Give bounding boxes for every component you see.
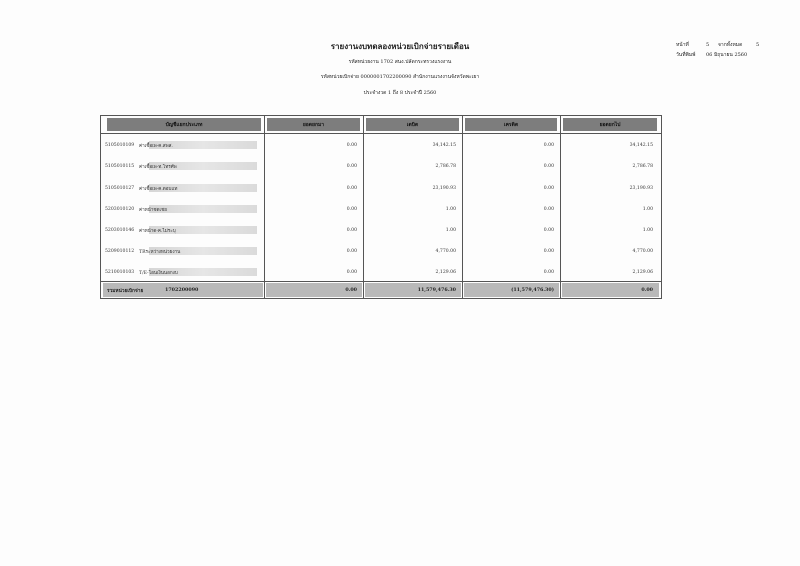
- account-code: 5203010146: [105, 228, 135, 233]
- account-code: 5210010103: [105, 270, 135, 275]
- credit-value: 0.00: [543, 164, 554, 169]
- credit-value: 0.00: [543, 207, 554, 212]
- brought-forward-value: 0.00: [346, 186, 357, 191]
- column-divider: [560, 116, 561, 298]
- carried-forward-value: 1.00: [642, 228, 653, 233]
- account-name: ค่าเชื้อเพ-ค.ตอบแท: [139, 187, 178, 192]
- credit-value: 0.00: [543, 270, 554, 275]
- brought-forward-value: 0.00: [346, 143, 357, 148]
- total-debit: 11,579,476.30: [417, 287, 456, 293]
- account-code: 5209010112: [105, 249, 135, 254]
- print-date: 06 มิถุนายน 2560: [706, 52, 748, 58]
- period-line: ประจำงวด 1 ถึง 8 ประจำปี 2560: [363, 90, 437, 96]
- account-code: 5203010120: [105, 207, 135, 212]
- carried-forward-value: 23,190.93: [629, 186, 653, 191]
- brought-forward-value: 0.00: [346, 207, 357, 212]
- total-pages: 5: [756, 42, 760, 48]
- credit-value: 0.00: [543, 228, 554, 233]
- debit-value: 1.00: [445, 228, 456, 233]
- trial-balance-table: [100, 115, 662, 299]
- page-label: หน้าที่: [676, 42, 689, 48]
- credit-value: 0.00: [543, 186, 554, 191]
- credit-value: 0.00: [543, 249, 554, 254]
- carried-forward-value: 2,129.06: [632, 270, 653, 275]
- carried-forward-value: 1.00: [642, 207, 653, 212]
- carried-forward-value: 2,786.78: [632, 164, 653, 169]
- account-name: T/E-โอนเงินนอกงบ: [139, 271, 178, 276]
- brought-forward-value: 0.00: [346, 249, 357, 254]
- report-title: รายงานงบทดลองหน่วยเบิกจ่ายรายเดือน: [330, 41, 470, 51]
- column-header-carried-forward: ยอดยกไป: [563, 118, 657, 131]
- column-header-account: บัญชีแยกประเภท: [107, 118, 261, 131]
- debit-value: 2,129.06: [435, 270, 456, 275]
- column-divider: [264, 116, 265, 298]
- debit-value: 34,142.15: [432, 143, 456, 148]
- credit-value: 0.00: [543, 143, 554, 148]
- debit-value: 1.00: [445, 207, 456, 212]
- header-divider: [101, 133, 661, 134]
- totals-unit-code: 1702200090: [165, 287, 199, 293]
- debit-value: 4,770.00: [435, 249, 456, 254]
- account-name: ค่าหน้าด-ค.ไม่ระบุ: [139, 229, 176, 234]
- debit-value: 23,190.93: [432, 186, 456, 191]
- column-header-credit: เครดิต: [465, 118, 557, 131]
- carried-forward-value: 4,770.00: [632, 249, 653, 254]
- disbursement-unit-line: รหัสหน่วยเบิกจ่าย 0000001702200090 สำนักงานแรงงานจังหวัดพะเยา: [320, 74, 480, 80]
- total-carried-forward: 0.00: [641, 287, 653, 293]
- account-name: TRระหว่างหน่วยงาน: [139, 250, 181, 255]
- column-header-brought-forward: ยอดยกมา: [267, 118, 360, 131]
- account-name: ค่าเชื้อเพ-ค.สพส.: [139, 144, 173, 149]
- column-divider: [363, 116, 364, 298]
- total-credit: (11,579,476.30): [511, 287, 554, 293]
- brought-forward-value: 0.00: [346, 164, 357, 169]
- footer-divider: [101, 281, 661, 282]
- account-code: 5105010127: [105, 186, 135, 191]
- account-code: 5105010115: [105, 164, 135, 169]
- account-name: ค่าเชื้อเพ-ท.โทรศัพ: [139, 165, 177, 170]
- account-code: 5105010109: [105, 143, 135, 148]
- debit-value: 2,786.78: [435, 164, 456, 169]
- column-header-debit: เดบิต: [366, 118, 459, 131]
- carried-forward-value: 34,142.15: [629, 143, 653, 148]
- brought-forward-value: 0.00: [346, 270, 357, 275]
- print-date-label: วันที่พิมพ์: [676, 52, 696, 58]
- page-info: [676, 40, 759, 60]
- agency-line: รหัสหน่วยงาน 1702 สนง.ปลัดกระทรวงแรงงาน: [348, 59, 452, 65]
- account-name: ค่าหน้าชดเชย: [139, 208, 167, 213]
- totals-label: รวมหน่วยเบิกจ่าย: [107, 288, 144, 294]
- page-number: 5: [706, 42, 710, 48]
- total-pages-label: จากทั้งหมด: [718, 42, 743, 48]
- brought-forward-value: 0.00: [346, 228, 357, 233]
- column-divider: [462, 116, 463, 298]
- total-brought-forward: 0.00: [345, 287, 357, 293]
